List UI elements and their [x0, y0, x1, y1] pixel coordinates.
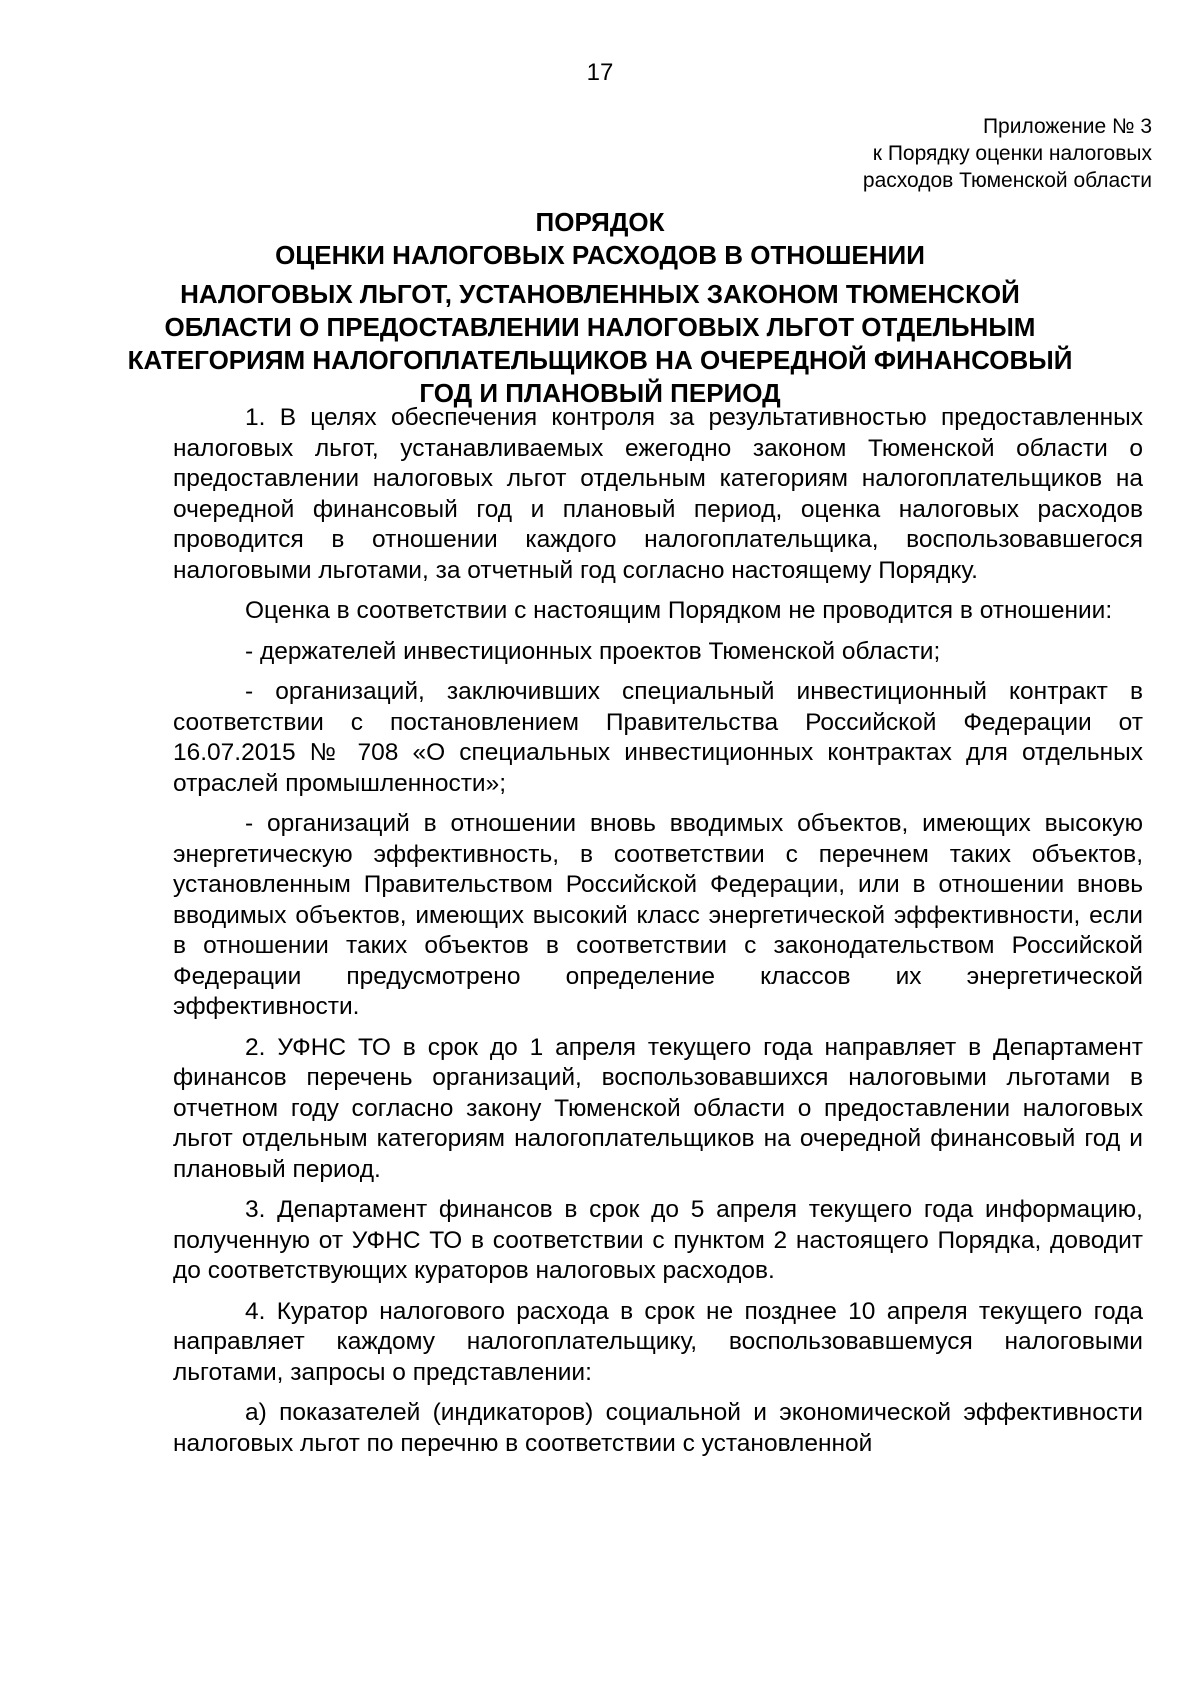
paragraph: 4. Куратор налогового расхода в срок не позднее 10 апреля текущего года направляет каждому налогоплательщику, воспользовавшемуся налоговыми льготами, запросы о представлении:: [173, 1297, 1143, 1386]
title-line: НАЛОГОВЫХ ЛЬГОТ, УСТАНОВЛЕННЫХ ЗАКОНОМ ТЮМЕНСКОЙ: [180, 279, 1020, 309]
paragraph: 2. УФНС ТО в срок до 1 апреля текущего года направляет в Департамент финансов перечень организаций, воспользовавшихся налоговыми льготами в отчетном году согласно закону Тюменской области о предоставлении налоговых льгот отдельным категориям налогоплательщиков на очередной финансовый год и плановый период.: [173, 1033, 1143, 1183]
title-line: ОБЛАСТИ О ПРЕДОСТАВЛЕНИИ НАЛОГОВЫХ ЛЬГОТ ОТДЕЛЬНЫМ: [164, 312, 1036, 342]
page-number: 17: [586, 59, 614, 86]
paragraph: 3. Департамент финансов в срок до 5 апреля текущего года информацию, полученную от УФНС ТО в соответствии с пунктом 2 настоящего Порядка, доводит до соответствующих кураторов налоговых расходов.: [173, 1196, 1143, 1284]
title-line: КАТЕГОРИЯМ НАЛОГОПЛАТЕЛЬЩИКОВ НА ОЧЕРЕДНОЙ ФИНАНСОВЫЙ: [127, 345, 1073, 375]
appendix-line: к Порядку оценки налоговых: [872, 142, 1152, 165]
paragraph: - организаций, заключивших специальный инвестиционный контракт в соответствии с постановлением Правительства Российской Федерации от 16.07.2015 № 708 «О специальных инвестиционных контрактах для отдельных отраслей промышленности»;: [173, 678, 1143, 797]
paragraph: - организаций в отношении вновь вводимых объектов, имеющих высокую энергетическую эффективность, в соответствии с перечнем таких объектов, установленным Правительством Российской Федерации, или в отношении вновь вводимых объектов, имеющих высокий класс энергетической эффективности, если в отношении таких объектов в соответствии с законодательством Российской Федерации предусмотрено определение классов их энергетической эффективности.: [173, 810, 1143, 1020]
appendix-line: расходов Тюменской области: [862, 169, 1152, 192]
paragraph: а) показателей (индикаторов) социальной и экономической эффективности налоговых льгот по перечню в соответствии с установленной: [173, 1399, 1143, 1457]
paragraph: - держателей инвестиционных проектов Тюменской области;: [245, 637, 941, 665]
appendix-reference: [632, 113, 1152, 194]
document-title: [120, 206, 1080, 410]
paragraph: 1. В целях обеспечения контроля за результативностью предоставленных налоговых льгот, устанавливаемых ежегодно законом Тюменской области о предоставлении налоговых льгот отдельным категориям налогоплательщиков на очередной финансовый год и плановый период, оценка налоговых расходов проводится в отношении каждого налогоплательщика, воспользовавшегося налоговыми льготами, за отчетный год согласно настоящему Порядку.: [173, 404, 1143, 584]
document-body: [173, 403, 1143, 1469]
paragraph: Оценка в соответствии с настоящим Порядком не проводится в отношении:: [245, 597, 1113, 624]
title-line: ГОД И ПЛАНОВЫЙ ПЕРИОД: [419, 378, 781, 408]
appendix-line: Приложение № 3: [982, 115, 1152, 138]
title-line: ОЦЕНКИ НАЛОГОВЫХ РАСХОДОВ В ОТНОШЕНИИ: [275, 240, 925, 270]
title-line: ПОРЯДОК: [535, 207, 665, 237]
